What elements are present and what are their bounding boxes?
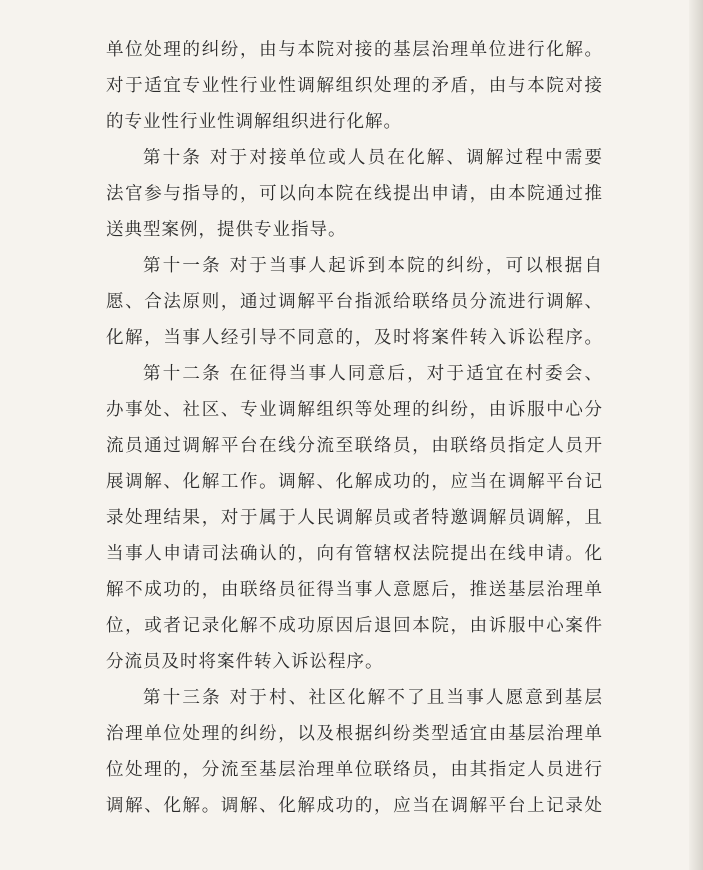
text-line: 位，或者记录化解不成功原因后退回本院，由诉服中心案件 — [106, 616, 603, 636]
text-line: 的专业性行业性调解组织进行化解。 — [106, 112, 402, 132]
text-line: 愿、合法原则，通过调解平台指派给联络员分流进行调解、 — [106, 292, 603, 312]
text-line: 录处理结果，对于属于人民调解员或者特邀调解员调解，且 — [106, 508, 603, 528]
text-line: 治理单位处理的纠纷，以及根据纠纷类型适宜由基层治理单 — [106, 724, 603, 744]
text-line: 法官参与指导的，可以向本院在线提出申请，由本院通过推 — [106, 184, 603, 204]
text-line: 流员通过调解平台在线分流至联络员，由联络员指定人员开 — [106, 436, 603, 456]
text-line: 位处理的，分流至基层治理单位联络员，由其指定人员进行 — [106, 760, 603, 780]
document-body — [106, 32, 603, 824]
text-line: 送典型案例，提供专业指导。 — [106, 220, 347, 240]
text-line: 第十二条 在征得当事人同意后，对于适宜在村委会、 — [143, 364, 603, 384]
text-line: 化解，当事人经引导不同意的，及时将案件转入诉讼程序。 — [106, 328, 603, 348]
text-line: 办事处、社区、专业调解组织等处理的纠纷，由诉服中心分 — [106, 400, 603, 420]
text-line: 分流员及时将案件转入诉讼程序。 — [106, 652, 384, 672]
text-line: 单位处理的纠纷，由与本院对接的基层治理单位进行化解。 — [106, 40, 603, 60]
text-line: 第十条 对于对接单位或人员在化解、调解过程中需要 — [143, 148, 603, 168]
text-line: 解不成功的，由联络员征得当事人意愿后，推送基层治理单 — [106, 580, 603, 600]
text-line: 第十三条 对于村、社区化解不了且当事人愿意到基层 — [143, 688, 603, 708]
text-line: 当事人申请司法确认的，向有管辖权法院提出在线申请。化 — [106, 544, 603, 564]
text-line: 调解、化解。调解、化解成功的，应当在调解平台上记录处 — [106, 796, 603, 816]
text-line: 展调解、化解工作。调解、化解成功的，应当在调解平台记 — [106, 472, 603, 492]
page-edge-shadow — [689, 0, 703, 870]
text-line: 第十一条 对于当事人起诉到本院的纠纷，可以根据自 — [143, 256, 603, 276]
text-line: 对于适宜专业性行业性调解组织处理的矛盾，由与本院对接 — [106, 76, 603, 96]
